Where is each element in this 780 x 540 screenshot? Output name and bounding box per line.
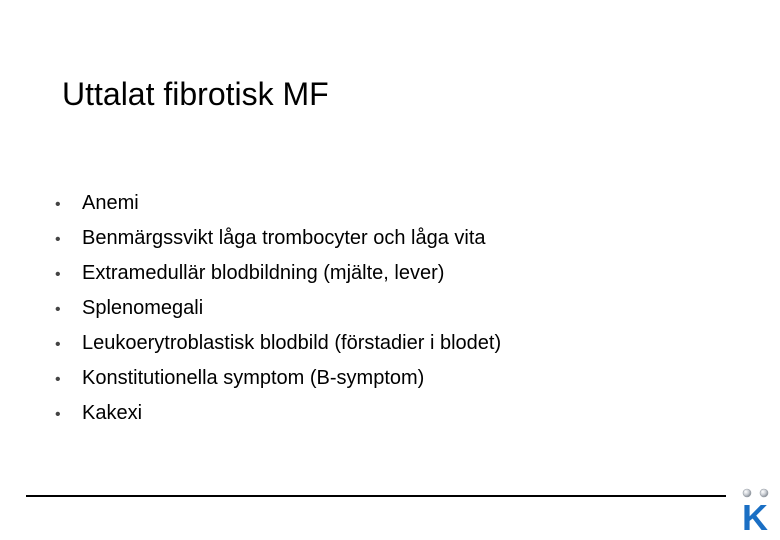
list-item bbox=[55, 291, 501, 326]
bullet-icon: • bbox=[55, 266, 61, 283]
bullet-list bbox=[55, 186, 501, 431]
list-item-text: Kakexi bbox=[82, 402, 143, 424]
list-item bbox=[55, 186, 501, 221]
list-item bbox=[55, 396, 501, 431]
list-item bbox=[55, 361, 501, 396]
bullet-icon: • bbox=[55, 336, 61, 353]
list-item-text: Anemi bbox=[82, 192, 139, 214]
logo-ball-left bbox=[743, 489, 751, 497]
bullet-icon: • bbox=[55, 371, 61, 388]
logo-letter: K bbox=[742, 497, 768, 532]
slide-title: Uttalat fibrotisk MF bbox=[62, 76, 329, 112]
k-logo-icon bbox=[738, 488, 772, 532]
list-item-text: Splenomegali bbox=[82, 297, 204, 319]
bullet-icon: • bbox=[55, 196, 61, 213]
list-item-text: Benmärgssvikt låga trombocyter och låga vita bbox=[82, 227, 486, 249]
bullet-icon: • bbox=[55, 231, 61, 248]
list-item-text: Konstitutionella symptom (B-symptom) bbox=[82, 367, 425, 389]
list-item bbox=[55, 326, 501, 361]
bullet-icon: • bbox=[55, 406, 61, 423]
footer-divider bbox=[26, 495, 726, 497]
logo-ball-right bbox=[760, 489, 768, 497]
bullet-icon: • bbox=[55, 301, 61, 318]
list-item bbox=[55, 221, 501, 256]
list-item bbox=[55, 256, 501, 291]
list-item-text: Extramedullär blodbildning (mjälte, lever) bbox=[82, 262, 445, 284]
list-item-text: Leukoerytroblastisk blodbild (förstadier i blodet) bbox=[82, 332, 502, 354]
